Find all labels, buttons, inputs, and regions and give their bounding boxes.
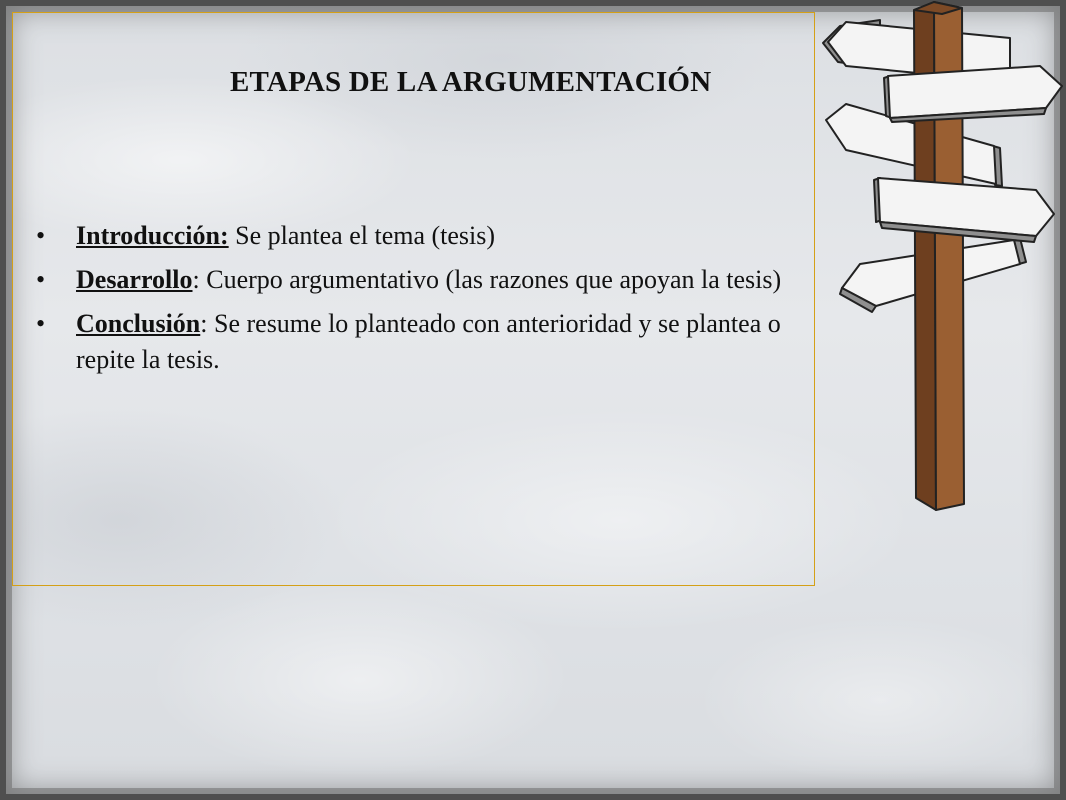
bullet-term: Conclusión — [76, 309, 201, 338]
bullet-marker: • — [36, 309, 46, 338]
bullet-term: Introducción: — [76, 221, 229, 250]
sign-front-middle — [874, 178, 1054, 242]
bullet-conclusion — [36, 306, 826, 378]
signpost-icon — [818, 0, 1066, 520]
bullet-marker: • — [36, 265, 46, 294]
sign-front-top — [884, 66, 1062, 122]
bullet-text: Se plantea el tema (tesis) — [228, 221, 496, 250]
bullet-text: : Se resume lo planteado con anterioridad y se plantea o repite la tesis. — [76, 309, 781, 374]
slide-title: ETAPAS DE LA ARGUMENTACIÓN — [230, 66, 712, 98]
bullet-introduccion — [36, 218, 826, 254]
bullet-desarrollo — [36, 262, 826, 298]
bullet-marker: • — [36, 221, 46, 250]
bullet-term: Desarrollo — [76, 265, 193, 294]
bullet-list — [36, 218, 826, 386]
bullet-text: : Cuerpo argumentativo (las razones que apoyan la tesis) — [192, 265, 782, 294]
